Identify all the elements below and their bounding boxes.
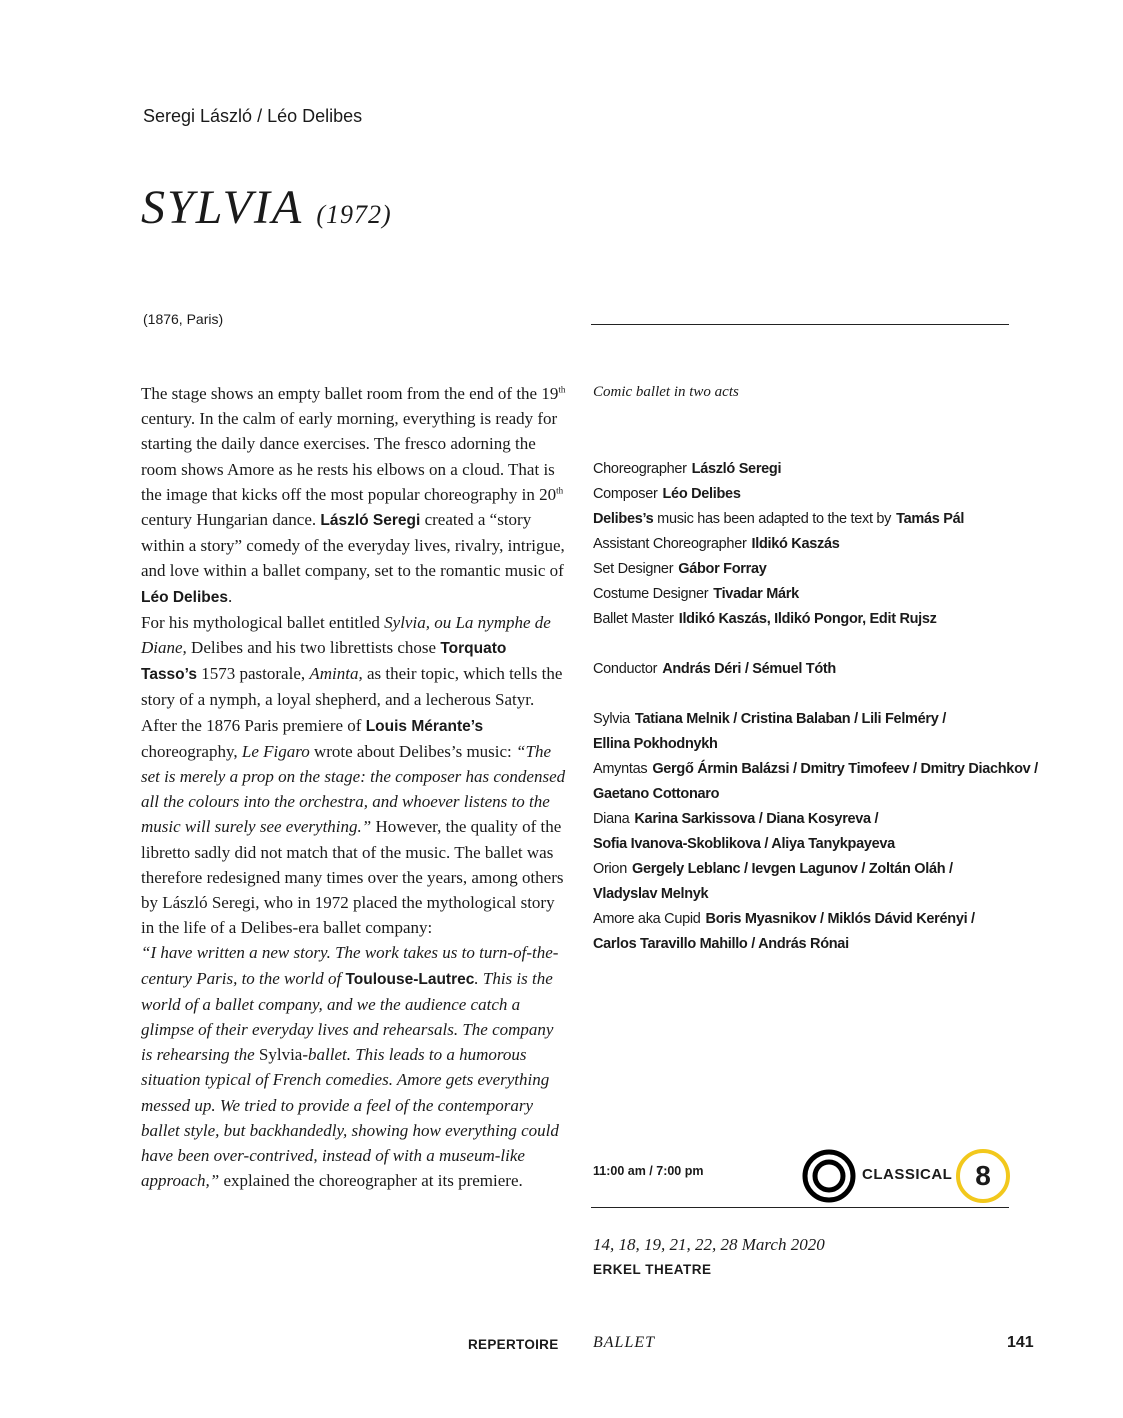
text: choreography, [141,741,242,761]
credits [593,457,1038,957]
superscript: th [556,485,564,496]
credit-role: Conductor [593,661,658,677]
quote: “The set is merely a prop on the stage: the composer has condensed all the colours into the orchestra, and whoever listens to the music will surely see everything.” [141,741,566,837]
performance-dates: 14, 18, 19, 21, 22, 28 March 2020 [593,1235,825,1254]
footer-section: REPERTOIRE [468,1337,559,1352]
synopsis [141,381,566,1194]
text: created a “story within a story” comedy of the everyday lives, rivalry, intrigue, and love within a ballet company, set to the romantic music of [141,510,565,581]
cast-names: Gaetano Cottonaro [593,786,720,802]
footer-category: BALLET [593,1334,656,1351]
quote: . This is the world of a ballet company, and we the audience catch a glimpse of their everyday lives and rehearsals. The company is rehearsing the [141,968,554,1065]
credit-row [593,482,1023,507]
title-year: (1972) [316,200,392,229]
work-title: Sylvia [258,1045,303,1065]
work-title: Le Figaro [241,741,310,761]
person-name: Louis Mérante’s [365,717,484,735]
paragraph-2 [141,610,566,941]
cast-role: Diana [593,811,630,827]
credit-name: Ildikó Kaszás, Ildikó Pongor, Edit Rujsz [678,611,937,627]
credit-name: Delibes’s [593,511,654,527]
credit-row [593,657,1023,682]
text: century. In the calm of early morning, everything is ready for starting the daily dance exercises. The fresco adorning the room shows Amore as he rests his elbows on a cloud. That is the image that kicks off the most popular choreography in 20 [141,409,558,504]
text: However, the quality of the libretto sadly did not match that of the music. The ballet was therefore redesigned many times over the years, among others by László Seregi, who in 1972 placed the mythological story in the life of a Delibes-era ballet company: [141,817,564,938]
text: 1573 pastorale, [197,664,310,684]
text: century Hungarian dance. [141,510,321,530]
cast-names: Gergely Leblanc / Ievgen Lagunov / Zoltán Oláh / [631,861,953,877]
work-title: Sylvia, ou La nymphe de Diane, [141,612,551,658]
superscript: th [558,384,566,395]
category-label: CLASSICAL [862,1166,953,1183]
credit-role: Assistant Choreographer [593,536,747,552]
text: explained the choreographer at its premiere. [219,1171,523,1191]
credit-row [593,607,1023,632]
cast-row-cont [593,882,1023,907]
cast-names: Gergő Ármin Balázsi / Dmitry Timofeev / Dmitry Diachkov / [652,761,1038,777]
cast-names: Ellina Pokhodnykh [593,736,718,752]
cast-names: Sofia Ivanova-Skoblikova / Aliya Tanykpayeva [593,836,895,852]
credit-role: Set Designer [593,561,674,577]
cast-row [593,907,1023,932]
classical-target-icon [802,1149,856,1203]
cast-names: Vladyslav Melnyk [593,886,709,902]
text: as their topic, which tells the story of a nymph, a loyal shepherd, and a lecherous Satyr. After the 1876 Paris premiere of [141,664,563,735]
cast-names: Boris Myasnikov / Miklós Dávid Kerényi / [705,911,975,927]
credit-name: Tamás Pál [896,511,965,527]
cast-row-cont [593,732,1023,757]
cast-names: Tatiana Melnik / Cristina Balaban / Lili Felméry / [634,711,946,727]
credit-name: Ildikó Kaszás [751,536,840,552]
venue: ERKEL THEATRE [593,1262,712,1277]
cast-role: Amore aka Cupid [593,911,701,927]
cast-row [593,807,1023,832]
age-rating-badge: 8 [956,1149,1010,1203]
text: wrote about Delibes’s music: [309,741,517,761]
cast-row-cont [593,782,1023,807]
quote: -ballet. This leads to a humorous situation typical of French comedies. Amore gets everything messed up. We tried to provide a feel of the contemporary ballet style, but backhandedly, showing how everything could have been over-contrived, instead of with a museum-like approach,” [141,1045,559,1191]
credit-role: Ballet Master [593,611,674,627]
cast-role: Amyntas [593,761,648,777]
paragraph-1 [141,381,566,610]
cast-names: Carlos Taravillo Mahillo / András Rónai [593,936,849,952]
cast-names: Karina Sarkissova / Diana Kosyreva / [634,811,879,827]
text: . [228,586,233,606]
spacer [593,632,1023,657]
cast-role: Sylvia [593,711,630,727]
credit-role: Costume Designer [593,586,709,602]
title-text: SYLVIA [141,181,303,234]
person-name: Léo Delibes [141,588,228,606]
divider-top [591,324,1009,325]
ballet-subtitle: Comic ballet in two acts [593,384,739,400]
credit-role: music has been adapted to the text by [653,511,892,527]
page-number: 141 [1007,1334,1034,1351]
cast-row-cont [593,932,1023,957]
premiere-note: (1876, Paris) [143,311,224,327]
credit-row [593,557,1023,582]
person-name: Torquato Tasso’s [141,640,507,684]
text: For his mythological ballet entitled [141,612,385,632]
work-title: Aminta, [309,664,363,684]
credit-role: Choreographer [593,461,687,477]
credit-name: Tivadar Márk [713,586,799,602]
text: The stage shows an empty ballet room from the end of the 19 [141,384,559,403]
person-name: Toulouse-Lautrec [345,970,475,988]
cast-row-cont [593,832,1023,857]
credit-row [593,507,1023,532]
credit-name: László Seregi [691,461,782,477]
credit-role: Composer [593,486,658,502]
cast-row [593,707,1023,732]
credit-name: Gábor Forray [678,561,767,577]
credit-name: András Déri / Sémuel Tóth [662,661,836,677]
credit-row [593,582,1023,607]
authors: Seregi László / Léo Delibes [143,106,363,126]
page-title [141,180,392,235]
spacer [593,682,1023,707]
paragraph-3 [141,940,566,1193]
divider-bottom [591,1207,1009,1208]
credit-row [593,532,1023,557]
person-name: László Seregi [320,512,421,530]
credit-name: Léo Delibes [662,486,741,502]
credit-row [593,457,1023,482]
cast-row [593,857,1023,882]
cast-row [593,757,1038,782]
performance-times: 11:00 am / 7:00 pm [593,1164,704,1178]
cast-role: Orion [593,861,627,877]
quote: “I have written a new story. The work takes us to turn-of-the-century Paris, to the world of [141,943,559,988]
text: Delibes and his two librettists chose [186,638,441,658]
